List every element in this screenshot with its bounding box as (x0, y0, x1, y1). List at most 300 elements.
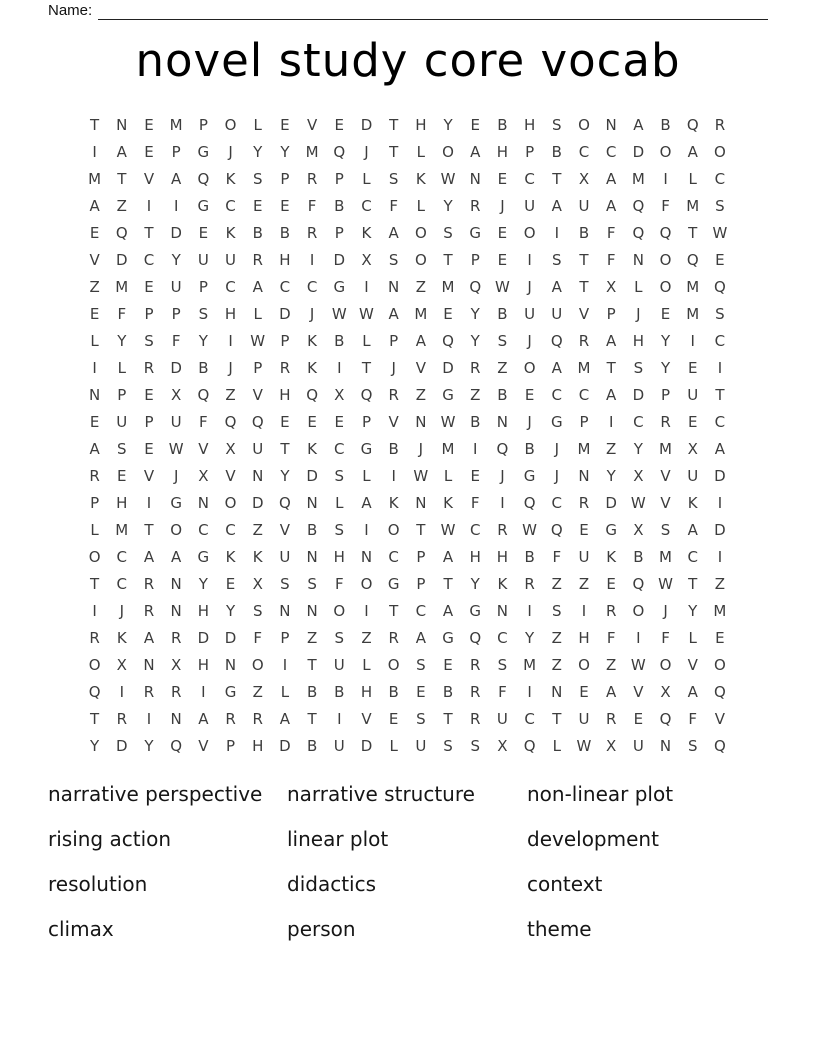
grid-letter: O (170, 521, 183, 539)
grid-letter: S (497, 332, 508, 350)
grid-letter: U (333, 656, 345, 674)
grid-row (81, 139, 734, 166)
grid-letter: W (413, 467, 429, 485)
grid-letter: M (441, 440, 455, 458)
grid-letter: X (606, 737, 617, 755)
grid-letter: J (636, 305, 641, 323)
grid-letter: H (496, 548, 509, 566)
grid-letter: V (633, 683, 644, 701)
grid-letter: Z (415, 278, 426, 296)
grid-letter: G (387, 575, 400, 593)
grid-letter: Q (714, 278, 726, 296)
grid-letter: I (282, 656, 288, 674)
grid-letter: B (306, 683, 318, 701)
grid-row (81, 193, 734, 220)
grid-letter: D (279, 305, 291, 323)
grid-letter: X (334, 386, 345, 404)
grid-letter: C (687, 548, 698, 566)
grid-letter: T (416, 521, 426, 539)
grid-letter: B (470, 413, 481, 431)
grid-letter: K (415, 170, 426, 188)
grid-letter: Y (443, 197, 453, 215)
grid-letter: L (634, 278, 643, 296)
grid-letter: O (659, 251, 672, 269)
word-list-item: non-linear plot (527, 782, 674, 807)
grid-letter: T (280, 440, 290, 458)
grid-letter: W (440, 413, 456, 431)
grid-letter: T (389, 143, 399, 161)
grid-letter: E (660, 305, 671, 323)
grid-letter: C (116, 575, 128, 593)
grid-letter: L (362, 656, 371, 674)
grid-letter: V (578, 305, 590, 323)
grid-letter: H (279, 386, 291, 404)
grid-letter: B (306, 521, 318, 539)
grid-letter: J (554, 440, 559, 458)
grid-letter: N (224, 656, 237, 674)
grid-letter: H (496, 143, 509, 161)
grid-letter: C (198, 521, 209, 539)
grid-letter: V (306, 116, 318, 134)
grid-letter: W (250, 332, 266, 350)
grid-letter: I (608, 413, 614, 431)
grid-letter: Y (470, 332, 480, 350)
grid-letter: R (89, 629, 100, 647)
grid-letter: N (116, 116, 128, 134)
grid-letter: E (198, 224, 209, 242)
grid-letter: J (391, 359, 396, 377)
grid-letter: W (331, 305, 347, 323)
grid-letter: B (388, 440, 399, 458)
grid-letter: U (551, 305, 563, 323)
grid-letter: Q (550, 332, 563, 350)
grid-letter: P (171, 143, 181, 161)
grid-letter: P (280, 332, 290, 350)
grid-letter: O (88, 656, 101, 674)
grid-letter: W (494, 278, 510, 296)
grid-letter: O (251, 656, 264, 674)
grid-letter: T (443, 251, 453, 269)
grid-letter: Y (660, 332, 671, 350)
grid-letter: D (632, 143, 645, 161)
grid-letter: N (659, 737, 672, 755)
grid-letter: G (605, 521, 617, 539)
grid-letter: T (361, 359, 372, 377)
grid-letter: M (659, 548, 672, 566)
grid-letter: L (688, 170, 697, 188)
grid-letter: O (414, 224, 427, 242)
grid-letter: F (498, 683, 507, 701)
grid-letter: Q (714, 737, 726, 755)
grid-letter: H (224, 305, 237, 323)
grid-letter: J (527, 278, 532, 296)
grid-letter: Q (279, 494, 291, 512)
word-list-item: narrative structure (287, 782, 475, 807)
grid-row (81, 544, 734, 571)
grid-letter: R (470, 197, 481, 215)
word-list-column (287, 772, 527, 951)
grid-letter: Q (714, 683, 726, 701)
grid-letter: X (225, 440, 236, 458)
grid-letter: E (715, 629, 725, 647)
grid-letter: X (660, 683, 671, 701)
grid-letter: Y (225, 602, 236, 620)
grid-row (81, 436, 734, 463)
grid-letter: D (360, 116, 373, 134)
grid-letter: H (252, 737, 264, 755)
grid-letter: G (197, 548, 210, 566)
grid-letter: I (663, 170, 668, 188)
grid-row (81, 166, 734, 193)
grid-letter: A (714, 440, 726, 458)
grid-row (81, 625, 734, 652)
grid-letter: A (143, 629, 155, 647)
grid-letter: G (469, 224, 482, 242)
grid-letter: A (361, 494, 372, 512)
grid-row (81, 652, 734, 679)
grid-letter: M (115, 521, 129, 539)
grid-letter: D (442, 359, 454, 377)
grid-letter: G (550, 413, 563, 431)
grid-letter: K (252, 548, 263, 566)
grid-letter: K (361, 224, 372, 242)
grid-letter: E (524, 386, 535, 404)
grid-letter: R (143, 575, 155, 593)
word-list (48, 772, 768, 951)
grid-letter: O (224, 116, 237, 134)
grid-letter: A (89, 197, 100, 215)
grid-letter: P (280, 629, 290, 647)
grid-letter: I (391, 467, 396, 485)
grid-letter: A (143, 548, 155, 566)
grid-letter: I (527, 251, 532, 269)
grid-letter: A (633, 116, 644, 134)
name-label: Name: (48, 2, 93, 19)
grid-letter: S (334, 629, 345, 647)
grid-letter: T (715, 386, 725, 404)
grid-letter: M (523, 656, 537, 674)
grid-letter: D (170, 359, 182, 377)
grid-letter: T (579, 251, 589, 269)
grid-letter: V (225, 467, 236, 485)
grid-letter: T (579, 278, 589, 296)
grid-letter: Q (632, 197, 645, 215)
grid-row (81, 598, 734, 625)
grid-letter: K (443, 494, 453, 512)
grid-letter: O (88, 548, 101, 566)
grid-letter: R (143, 359, 155, 377)
grid-letter: N (170, 710, 182, 728)
grid-letter: N (252, 467, 264, 485)
grid-letter: T (606, 359, 616, 377)
grid-letter: F (470, 494, 480, 512)
grid-letter: M (414, 305, 428, 323)
grid-letter: F (307, 197, 317, 215)
word-list-item: context (527, 871, 603, 896)
grid-letter: E (334, 116, 345, 134)
grid-letter: S (307, 575, 317, 593)
grid-letter: A (415, 332, 426, 350)
grid-letter: Z (578, 575, 590, 593)
grid-letter: U (279, 548, 291, 566)
grid-letter: U (252, 440, 264, 458)
grid-letter: Q (197, 170, 210, 188)
grid-letter: F (661, 197, 670, 215)
grid-letter: S (497, 656, 508, 674)
grid-letter: O (224, 494, 237, 512)
grid-letter: O (442, 143, 454, 161)
grid-letter: P (416, 548, 426, 566)
grid-letter: Y (144, 737, 154, 755)
grid-letter: E (280, 197, 290, 215)
grid-letter: Q (360, 386, 373, 404)
grid-letter: I (364, 521, 369, 539)
grid-letter: L (117, 359, 126, 377)
grid-letter: S (552, 251, 562, 269)
grid-letter: U (632, 737, 644, 755)
grid-letter: F (199, 413, 208, 431)
grid-letter: Y (470, 575, 480, 593)
grid-letter: K (116, 629, 127, 647)
grid-letter: H (523, 116, 536, 134)
grid-letter: A (89, 440, 100, 458)
grid-letter: E (416, 683, 426, 701)
grid-letter: Y (606, 467, 616, 485)
grid-letter: H (632, 332, 644, 350)
grid-row (81, 301, 734, 328)
grid-letter: B (497, 116, 508, 134)
word-list-column (48, 772, 287, 951)
grid-letter: H (197, 602, 209, 620)
grid-letter: Q (496, 440, 509, 458)
grid-letter: E (715, 251, 725, 269)
grid-letter: R (524, 575, 535, 593)
grid-letter: N (578, 467, 590, 485)
grid-letter: L (253, 116, 262, 134)
grid-letter: S (443, 737, 453, 755)
name-row (48, 1, 768, 20)
grid-letter: Z (551, 629, 562, 647)
grid-letter: M (115, 278, 129, 296)
grid-letter: I (717, 359, 723, 377)
grid-letter: Q (224, 413, 237, 431)
grid-letter: N (360, 548, 373, 566)
grid-letter: J (173, 467, 179, 485)
grid-letter: K (388, 494, 399, 512)
grid-letter: S (252, 602, 263, 620)
grid-letter: W (168, 440, 184, 458)
grid-letter: O (578, 656, 590, 674)
grid-letter: O (659, 278, 672, 296)
grid-letter: V (714, 710, 726, 728)
grid-letter: Z (551, 656, 562, 674)
grid-letter: C (225, 278, 236, 296)
grid-letter: C (334, 440, 345, 458)
grid-letter: E (280, 413, 290, 431)
grid-letter: J (663, 602, 668, 620)
grid-letter: X (252, 575, 263, 593)
grid-letter: C (306, 278, 318, 296)
grid-letter: E (687, 359, 698, 377)
grid-letter: J (228, 359, 233, 377)
grid-letter: E (89, 224, 100, 242)
grid-letter: C (714, 413, 726, 431)
grid-letter: A (252, 278, 263, 296)
grid-letter: A (606, 170, 617, 188)
word-list-item: rising action (48, 827, 172, 852)
grid-letter: X (497, 737, 508, 755)
grid-letter: P (90, 494, 100, 512)
grid-letter: U (687, 386, 699, 404)
grid-letter: A (606, 197, 617, 215)
grid-letter: E (579, 683, 589, 701)
grid-letter: W (522, 521, 538, 539)
grid-letter: F (688, 710, 698, 728)
grid-letter: D (224, 629, 237, 647)
grid-letter: X (633, 467, 644, 485)
grid-letter: T (389, 602, 399, 620)
grid-letter: J (418, 440, 424, 458)
grid-letter: Q (170, 737, 183, 755)
grid-letter: B (252, 224, 263, 242)
grid-letter: L (416, 197, 426, 215)
grid-letter: P (334, 170, 344, 188)
grid-letter: R (470, 656, 481, 674)
grid-letter: D (306, 467, 318, 485)
grid-letter: F (661, 629, 670, 647)
grid-letter: N (605, 116, 617, 134)
grid-letter: O (333, 602, 346, 620)
grid-letter: L (335, 494, 344, 512)
grid-letter: Y (470, 305, 480, 323)
grid-letter: J (527, 413, 532, 431)
grid-letter: B (442, 683, 454, 701)
grid-letter: V (198, 440, 209, 458)
grid-letter: D (251, 494, 264, 512)
grid-letter: R (170, 683, 182, 701)
grid-letter: T (90, 116, 100, 134)
grid-letter: L (90, 332, 99, 350)
grid-letter: V (660, 494, 671, 512)
grid-letter: H (578, 629, 590, 647)
grid-letter: G (360, 440, 373, 458)
grid-row (81, 490, 734, 517)
grid-letter: C (143, 251, 155, 269)
grid-letter: P (226, 737, 236, 755)
grid-letter: Q (88, 683, 101, 701)
grid-letter: I (473, 440, 478, 458)
grid-letter: C (714, 170, 726, 188)
grid-letter: P (606, 305, 616, 323)
grid-letter: N (632, 251, 644, 269)
grid-letter: W (658, 575, 673, 593)
grid-letter: E (497, 224, 508, 242)
name-fill-in-line (98, 2, 768, 20)
grid-letter: T (389, 116, 399, 134)
grid-letter: K (497, 575, 508, 593)
grid-letter: N (415, 494, 427, 512)
grid-letter: Z (551, 575, 562, 593)
grid-letter: V (89, 251, 100, 269)
grid-letter: E (334, 413, 345, 431)
grid-letter: R (225, 710, 236, 728)
grid-letter: B (551, 143, 562, 161)
grid-letter: X (687, 440, 698, 458)
grid-letter: P (253, 359, 263, 377)
grid-letter: M (169, 116, 183, 134)
grid-letter: Z (306, 629, 318, 647)
grid-letter: R (470, 359, 481, 377)
grid-letter: X (606, 278, 617, 296)
grid-letter: U (524, 197, 536, 215)
grid-letter: V (252, 386, 263, 404)
grid-letter: R (388, 629, 399, 647)
grid-letter: B (633, 548, 644, 566)
grid-letter: A (551, 197, 562, 215)
grid-letter: G (197, 197, 210, 215)
grid-letter: I (146, 197, 152, 215)
grid-letter: N (388, 278, 400, 296)
grid-letter: F (253, 629, 263, 647)
grid-letter: B (497, 386, 508, 404)
grid-letter: D (632, 386, 645, 404)
grid-letter: N (306, 494, 318, 512)
grid-letter: E (470, 467, 480, 485)
grid-letter: P (198, 116, 208, 134)
grid-letter: N (496, 602, 509, 620)
grid-letter: D (605, 494, 617, 512)
grid-letter: J (554, 467, 559, 485)
grid-letter: S (715, 305, 725, 323)
grid-letter: Y (443, 116, 453, 134)
grid-letter: L (389, 737, 398, 755)
grid-letter: U (116, 413, 128, 431)
grid-letter: Q (632, 224, 645, 242)
grid-letter: F (606, 224, 616, 242)
grid-letter: K (687, 494, 698, 512)
grid-letter: Y (171, 251, 181, 269)
grid-letter: E (144, 116, 154, 134)
grid-letter: G (469, 602, 482, 620)
grid-letter: I (228, 332, 233, 350)
grid-row (81, 679, 734, 706)
grid-letter: O (714, 656, 726, 674)
grid-letter: W (630, 656, 646, 674)
grid-letter: R (578, 494, 590, 512)
grid-letter: R (116, 710, 127, 728)
grid-letter: W (712, 224, 728, 242)
grid-letter: L (280, 683, 290, 701)
grid-letter: E (117, 467, 127, 485)
grid-letter: E (388, 710, 399, 728)
grid-letter: J (119, 602, 124, 620)
grid-letter: D (333, 251, 346, 269)
grid-letter: K (225, 170, 236, 188)
grid-letter: D (360, 737, 373, 755)
grid-letter: S (552, 602, 562, 620)
grid-letter: W (576, 737, 592, 755)
grid-letter: U (415, 737, 427, 755)
grid-letter: H (197, 656, 209, 674)
grid-letter: B (497, 305, 508, 323)
page-title: novel study core vocab (135, 34, 681, 87)
grid-letter: I (146, 710, 152, 728)
grid-letter: P (389, 332, 399, 350)
grid-letter: V (143, 170, 155, 188)
grid-letter: I (173, 197, 179, 215)
grid-letter: T (688, 224, 698, 242)
word-list-item: development (527, 827, 659, 852)
